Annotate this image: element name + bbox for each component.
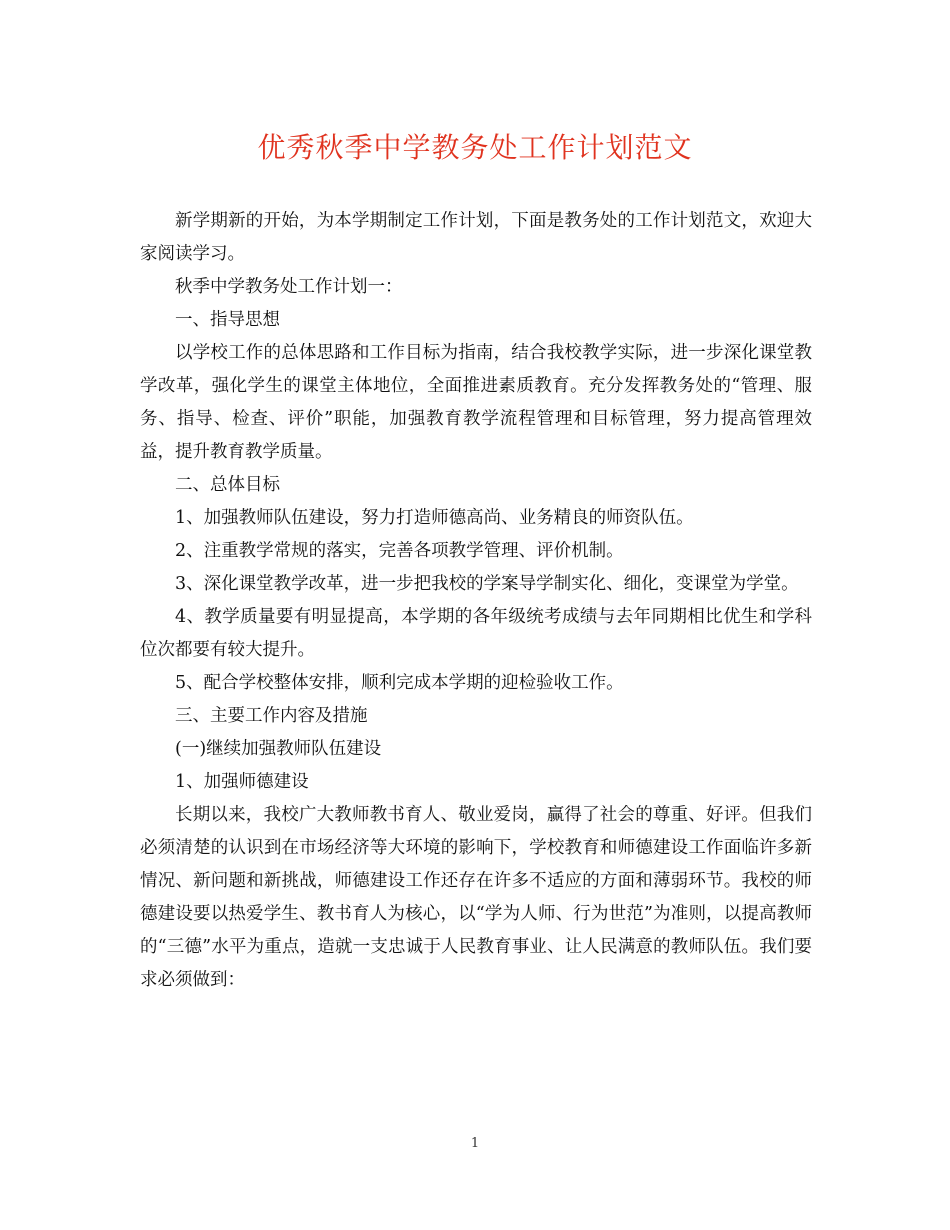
document-body	[140, 205, 812, 997]
goal-item-3: 3、深化课堂教学改革，进一步把我校的学案导学制实化、细化，变课堂为学堂。	[175, 574, 799, 594]
paragraph-intro: 新学期新的开始，为本学期制定工作计划，下面是教务处的工作计划范文，欢迎大家阅读学习。	[140, 211, 812, 264]
section-heading-main-work: 三、主要工作内容及措施	[175, 706, 368, 726]
paragraph-ethics: 长期以来，我校广大教师教书育人、敬业爱岗，赢得了社会的尊重、好评。但我们必须清楚的认识到在市场经济等大环境的影响下，学校教育和师德建设工作面临许多新情况、新问题和新挑战，师德建设工作还存在许多不适应的方面和薄弱环节。我校的师德建设要以热爱学生、教书育人为核心，以“学为人师、行为世范”为准则，以提高教师的“三德”水平为重点，造就一支忠诚于人民教育事业、让人民满意的教师队伍。我们要求必须做到：	[140, 805, 812, 990]
plan-heading: 秋季中学教务处工作计划一：	[175, 277, 403, 297]
goal-item-5: 5、配合学校整体安排，顺利完成本学期的迎检验收工作。	[175, 673, 624, 693]
goal-item-4: 4、教学质量要有明显提高，本学期的各年级统考成绩与去年同期相比优生和学科位次都要有较大提升。	[140, 607, 812, 660]
goal-item-1: 1、加强教师队伍建设，努力打造师德高尚、业务精良的师资队伍。	[175, 508, 694, 528]
goal-item-2: 2、注重教学常规的落实，完善各项教学管理、评价机制。	[175, 541, 624, 561]
paragraph-guiding-ideology: 以学校工作的总体思路和工作目标为指南，结合我校教学实际，进一步深化课堂教学改革，强化学生的课堂主体地位，全面推进素质教育。充分发挥教务处的“管理、服务、指导、检查、评价”职能，加强教育教学流程管理和目标管理，努力提高管理效益，提升教育教学质量。	[140, 343, 812, 462]
subsection-heading-teacher-team: (一)继续加强教师队伍建设	[175, 739, 382, 759]
document-title: 优秀秋季中学教务处工作计划范文	[257, 131, 693, 164]
subsection-heading-ethics: 1、加强师德建设	[175, 772, 309, 792]
section-heading-guiding-ideology: 一、指导思想	[175, 310, 280, 330]
section-heading-overall-goals: 二、总体目标	[175, 475, 280, 495]
page-number: 1	[470, 1136, 480, 1151]
